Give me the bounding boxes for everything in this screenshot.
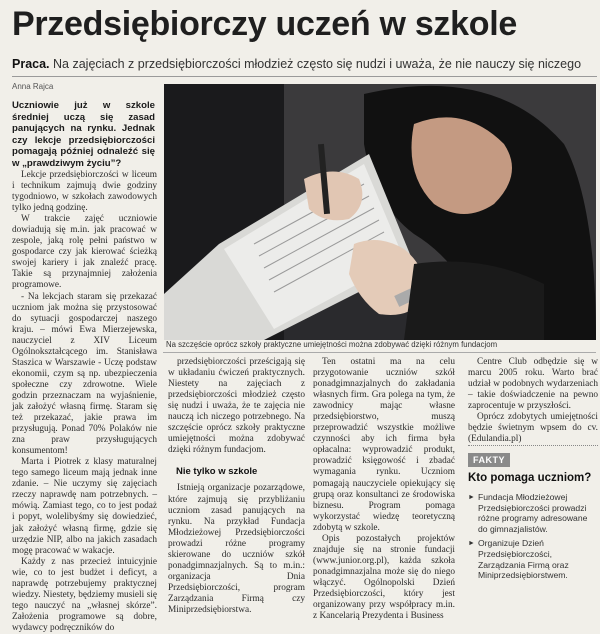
column-4: [468, 357, 598, 445]
subheading: Nie tylko w szkole: [176, 466, 258, 478]
lead-kicker: Praca.: [12, 57, 50, 71]
article-photo: [164, 84, 596, 340]
divider: [12, 76, 597, 77]
paragraph: Każdy z nas przecież intuicyjnie wie, co to jest budżet i deficyt, a naprawdę potrzebujemy praktycznej wiedzy. Niestety, będziemy musieli się tego nauczyć na „własnej skórze”. Założenia programowe są dobre, wydawcy podręczników do: [12, 556, 157, 633]
bullet-icon: ►: [468, 540, 475, 548]
paragraph: Centre Club odbędzie się w marcu 2005 roku. Warto brać udział w podobnych wydarzeniach – takie doświadczenie na pewno zaprocentuje w przyszłości.: [468, 357, 598, 412]
paragraph: W trakcie zajęć uczniowie dowiadują się m.in. jak pracować w zespole, jaką rolę pełni państwo w gospodarce czy jak kierować ścieżką swojej kariery i jak znaleźć pracę. Takie są przynajmniej założenia programowe.: [12, 214, 157, 291]
list-item-text: Organizuje Dzień Przedsiębiorczości, Zarządzania Firmą oraz Miniprzedsiębiorstwem.: [478, 538, 569, 581]
factbox-label: FAKTY: [468, 453, 510, 467]
headline: Przedsiębiorczy uczeń w szkole: [12, 5, 517, 43]
photo-caption: Na szczęście oprócz szkoły praktyczne umiejętności można zdobywać dzięki różnym fundacjom: [166, 340, 498, 349]
paragraph: Lekcje przedsiębiorczości w liceum i technikum zajmują dwie godziny tygodniowo, w szkołach zawodowych tylko jedną godzinę.: [12, 170, 157, 214]
factbox-divider: [468, 445, 598, 446]
column-3: [313, 357, 455, 622]
lead-text: Na zajęciach z przedsiębiorczości młodzież często się nudzi i uważa, że nie nauczy się niczego: [53, 57, 582, 71]
column-1: [12, 170, 157, 633]
author-byline: Anna Rajca: [12, 82, 54, 91]
bullet-icon: ►: [468, 494, 475, 501]
paragraph: Oprócz zdobytych umiejętności będzie świetnym wpsem do cv. (Edulandia.pl): [468, 412, 598, 445]
photo-illustration: [164, 84, 596, 340]
paragraph: Istnieją organizacje pozarządowe, które zajmują się przybliżaniu uczniom zasad panujących na rynku. Na przykład Fundacja Młodzieżowej Przedsiębiorczości prowadzi różne programy skierowane do uczniów szkół ponadgimnazjalnych. Są to m.in.: organizacja Dnia Przedsiębiorczości, program Zarządzania Firmą czy Miniprzedsiębiorstwa.: [168, 483, 305, 615]
list-item: [468, 492, 598, 534]
list-item-text: Fundacja Młodzieżowej Przedsiębiorczości prowadzi różne programy adresowane do gimnazjalistów.: [478, 492, 588, 534]
list-item: [468, 538, 598, 580]
paragraph: Ten ostatni ma na celu przygotowanie uczniów szkół ponadgimnazjalnych do zakładania własnych firm. Gra polega na tym, że zawodnicy mając własne przedsiębiorstwo, muszą przeprowadzić wszystkie możliwe czynności aby ich firma była opłacalna: wyprowadzić produkt, prowadzić księgowość i zbadać wymagania rynku. Uczniom pomagają nauczyciele opiekujący się grupą oraz konsultanci ze środowiska biznesu. Program pomaga wykorzystać wiedzę teoretyczną zdobytą w szkole.: [313, 357, 455, 533]
factbox-title: Kto pomaga uczniom?: [468, 472, 592, 484]
intro-paragraph: Uczniowie już w szkole średniej uczą się zasad panujących na rynku. Jednak czy lekcje przedsiębiorczości pomagają później odnaleźć się w „prawdziwym życiu”?: [12, 100, 155, 169]
factbox-list: [468, 492, 598, 585]
paragraph: przedsiębiorczości prześcigają się w układaniu ćwiczeń praktycznych. Niestety na zajęciach z przedsiębiorczości młodzież często się nudzi i uważa, że te zajęcia nie nauczą ich niczego potrzebnego. Na szczęście oprócz szkoły praktyczne umiejętności można zdobywać dzięki różnym fundacjom.: [168, 357, 305, 456]
lead: [12, 56, 597, 72]
paragraph: Opis pozostałych projektów znajduje się na stronie fundacji (www.junior.org.pl), każda szkoła ponadgimnazjalna może się do niego włączyć. Ogólnopolski Dzień Przedsiębiorczości, który jest organizowany przy współpracy m.in. z Kancelarią Prezydenta i Business: [313, 533, 455, 622]
paragraph: Marta i Piotrek z klasy maturalnej tego samego liceum mają jednak inne zdanie. – Nie uczymy się zajęciach rzeczy naprawdę nam potrzebnych. – mówią. Zamiast tego, co to jest podaż i popyt, wolelibyśmy się dowiedzieć, jak założyć własną firmę, gdzie się urzędzie NIP, albo na jakich zasadach mogę pracować w wakacje.: [12, 457, 157, 556]
column-2: [168, 357, 305, 615]
paragraph: - Na lekcjach staram się przekazać uczniom jak można się przystosować do sytuacji gospodarczej naszego kraju. – mówi Ewa Mierzejewska, nauczyciel z XIV Liceum Ogólnokształcącego im. Stanisława Staszica w Warszawie - Uczę podstaw ekonomii, czym są np. ubezpieczenia społeczne czy zdrowotne. Wiele godzin przeznaczam na wyjaśnienie, jak założyć własną firmę. Staram się też przekazać, jakie prawa im przysługują. Ponad 70% Polaków nie zna praw przysługujących konsumentom!: [12, 291, 157, 457]
caption-divider: [163, 352, 596, 353]
